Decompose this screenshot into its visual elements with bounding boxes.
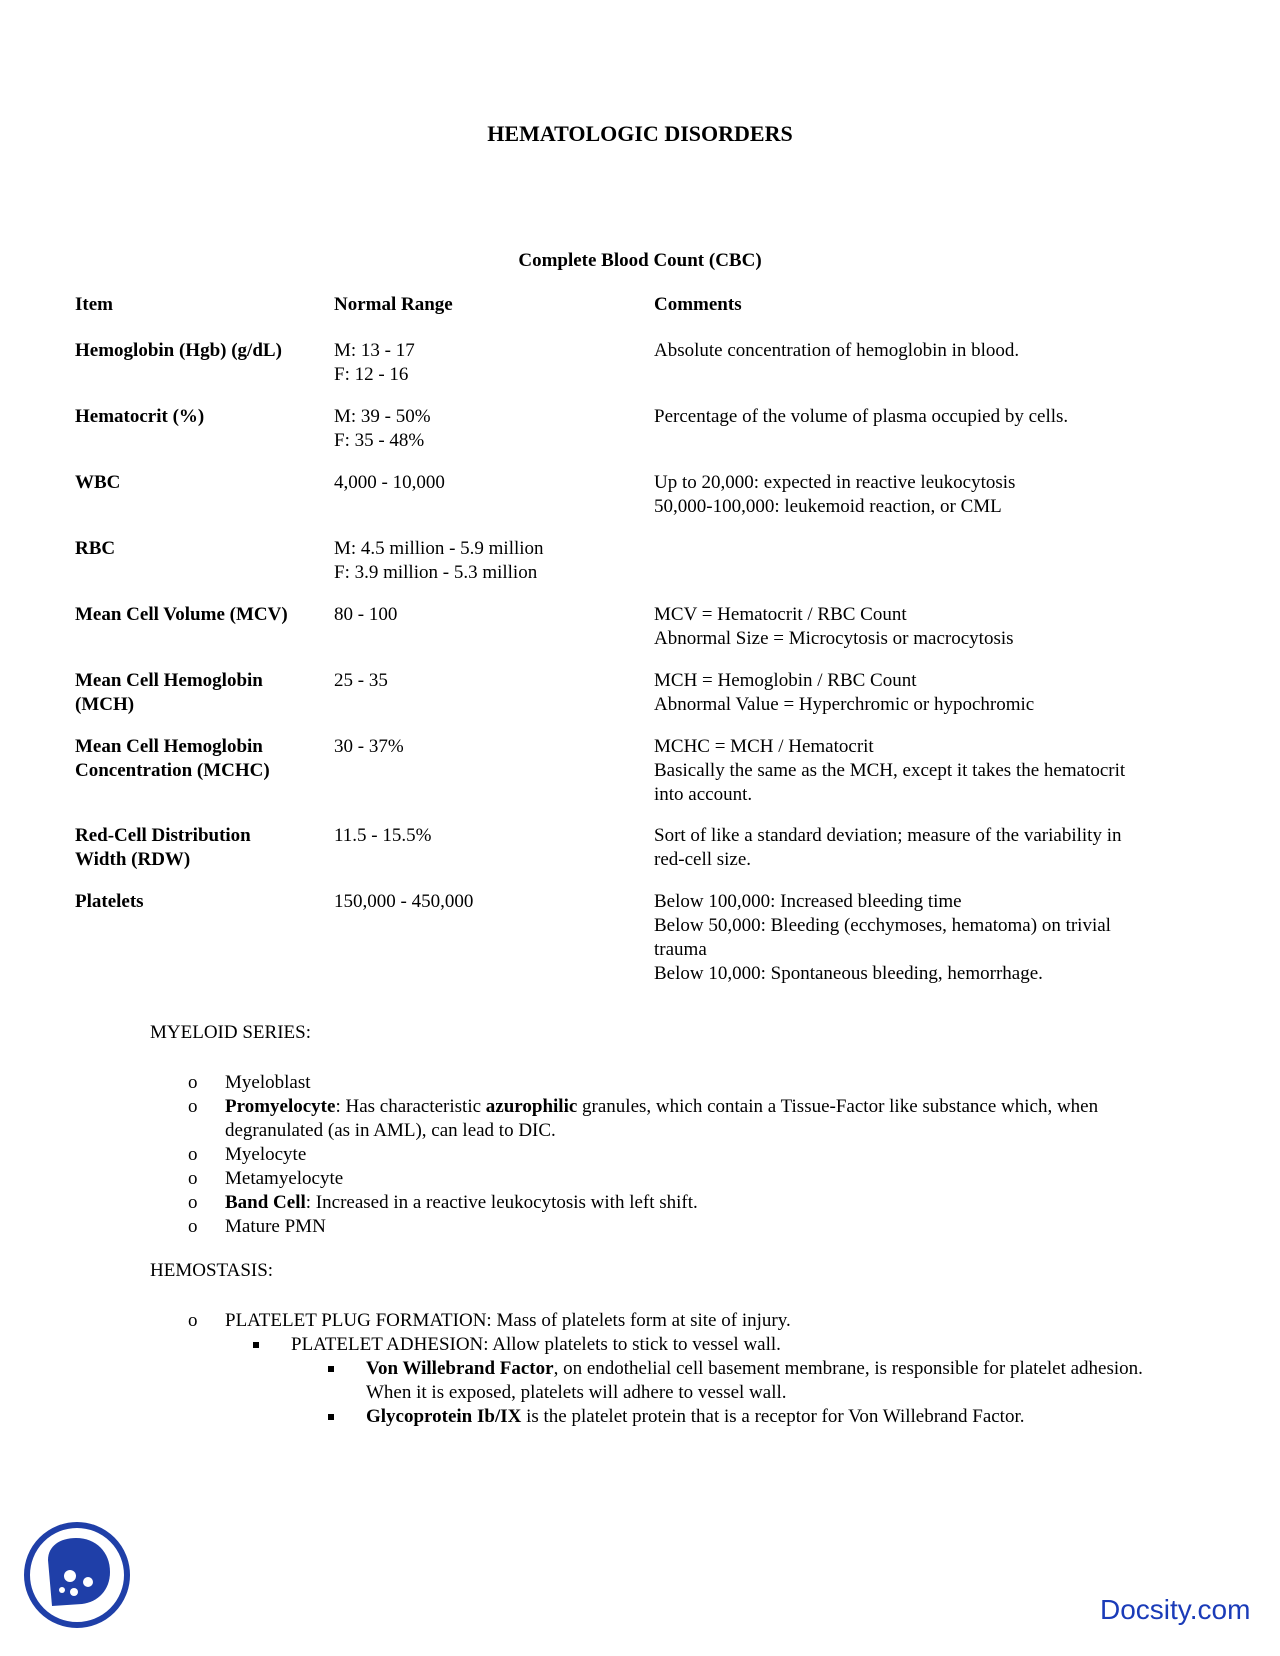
cell-comments: MCV = Hematocrit / RBC Count Abnormal Size = Microcytosis or macrocytosis xyxy=(654,604,1014,649)
list-item: Glycoprotein Ib/IX is the platelet protein that is a receptor for Von Willebrand Factor. xyxy=(340,1405,1178,1429)
cell-range: 11.5 - 15.5% xyxy=(334,825,432,846)
cbc-body xyxy=(75,339,1195,1010)
cell-item: WBC xyxy=(75,472,121,493)
cell-item: Hemoglobin (Hgb) (g/dL) xyxy=(75,340,282,361)
table-row xyxy=(75,824,1195,890)
document-title: HEMATOLOGIC DISORDERS xyxy=(487,121,793,146)
table-row xyxy=(75,339,1195,405)
cell-range: 30 - 37% xyxy=(334,736,404,757)
cell-comments: MCH = Hemoglobin / RBC Count Abnormal Value = Hyperchromic or hypochromic xyxy=(654,670,1035,715)
cell-range: M: 4.5 million - 5.9 million F: 3.9 million - 5.3 million xyxy=(334,538,544,583)
bullet-icon: o xyxy=(188,1096,198,1117)
list-item: PLATELET ADHESION: Allow platelets to stick to vessel wall. xyxy=(265,1333,1178,1357)
bullet-icon: o xyxy=(188,1192,198,1213)
cbc-caption: Complete Blood Count (CBC) xyxy=(518,250,762,271)
square-bullet-icon xyxy=(328,1414,334,1420)
cell-item: Mean Cell Hemoglobin (MCH) xyxy=(75,670,263,715)
hemostasis-list xyxy=(188,1309,1178,1429)
table-row xyxy=(75,735,1195,824)
bullet-icon: o xyxy=(188,1072,198,1093)
table-row xyxy=(75,890,1195,1010)
cell-comments xyxy=(654,537,1184,603)
list-item: Von Willebrand Factor, on endothelial cell basement membrane, is responsible for platelet adhesion. When it is exposed, platelets will adhere to vessel wall. xyxy=(340,1357,1178,1405)
cell-comments: Absolute concentration of hemoglobin in blood. xyxy=(654,340,1020,361)
list-item: o Band Cell: Increased in a reactive leukocytosis with left shift. xyxy=(188,1192,698,1213)
bullet-icon: o xyxy=(188,1144,198,1165)
header-comments: Comments xyxy=(654,294,742,315)
cell-item: Red-Cell Distribution Width (RDW) xyxy=(75,825,251,870)
square-bullet-icon xyxy=(253,1342,259,1348)
cell-range: 4,000 - 10,000 xyxy=(334,472,445,493)
cell-range: 25 - 35 xyxy=(334,670,388,691)
bullet-icon: o xyxy=(188,1310,198,1331)
cell-comments: Up to 20,000: expected in reactive leukocytosis 50,000-100,000: leukemoid reaction, or CML xyxy=(654,472,1016,517)
list-item: o Metamyelocyte xyxy=(188,1168,344,1189)
cell-item: Mean Cell Hemoglobin Concentration (MCHC) xyxy=(75,736,270,781)
bullet-icon: o xyxy=(188,1168,198,1189)
cell-item: Platelets xyxy=(75,891,144,912)
cell-range: 150,000 - 450,000 xyxy=(334,891,474,912)
cell-range: M: 39 - 50% F: 35 - 48% xyxy=(334,406,431,451)
list-item: o Mature PMN xyxy=(188,1216,326,1237)
list-item: o PLATELET PLUG FORMATION: Mass of platelets form at site of injury. xyxy=(188,1310,791,1331)
list-item: o Myelocyte xyxy=(188,1144,307,1165)
docsity-brand-link[interactable]: Docsity.com xyxy=(1100,1594,1251,1625)
cell-comments: Sort of like a standard deviation; measure of the variability in red-cell size. xyxy=(654,825,1122,870)
table-row xyxy=(75,405,1195,471)
square-bullet-icon xyxy=(328,1366,334,1372)
header-item: Item xyxy=(75,294,113,315)
cell-item: RBC xyxy=(75,538,116,559)
table-row xyxy=(75,471,1195,537)
cell-comments: Percentage of the volume of plasma occupied by cells. xyxy=(654,406,1069,427)
myeloid-list xyxy=(188,1071,1178,1239)
list-item: o Myeloblast xyxy=(188,1072,311,1093)
header-range: Normal Range xyxy=(334,294,453,315)
table-row xyxy=(75,603,1195,669)
bullet-icon: o xyxy=(188,1216,198,1237)
myeloid-heading: MYELOID SERIES: xyxy=(150,1022,311,1043)
cell-range: M: 13 - 17 F: 12 - 16 xyxy=(334,340,415,385)
cell-item: Hematocrit (%) xyxy=(75,406,205,427)
cell-comments: Below 100,000: Increased bleeding time Below 50,000: Bleeding (ecchymoses, hematoma) on trivial trauma Below 10,000: Spontaneous bleeding, hemorrhage. xyxy=(654,891,1111,984)
cell-item: Mean Cell Volume (MCV) xyxy=(75,604,288,625)
docsity-logo-icon xyxy=(22,1520,132,1630)
list-item: o Promyelocyte: Has characteristic azurophilic granules, which contain a Tissue-Factor like substance which, when degranulated (as in AML), can lead to DIC. xyxy=(188,1096,1099,1141)
cell-range: 80 - 100 xyxy=(334,604,398,625)
table-row xyxy=(75,669,1195,735)
cbc-header-row xyxy=(75,293,1195,339)
hemostasis-heading: HEMOSTASIS: xyxy=(150,1260,274,1281)
cbc-table xyxy=(75,293,1195,1010)
cell-comments: MCHC = MCH / Hematocrit Basically the same as the MCH, except it takes the hematocrit into account. xyxy=(654,736,1126,805)
table-row xyxy=(75,537,1195,603)
